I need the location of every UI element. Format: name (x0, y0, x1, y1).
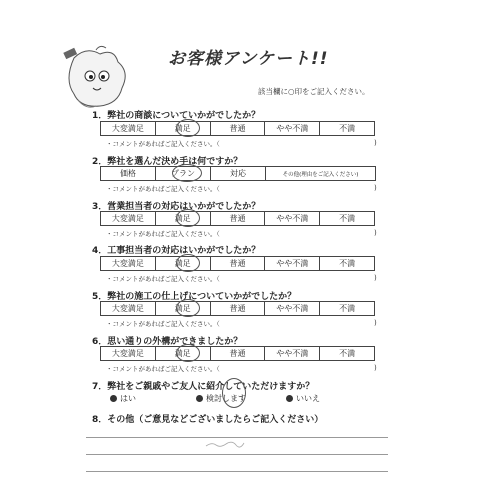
q3-handwritten-circle (176, 209, 200, 227)
q6-option-dissatisfied[interactable]: 不満 (320, 347, 375, 361)
q1-option-satisfied[interactable]: 満足 (155, 122, 210, 136)
q6-option-satisfied[interactable]: 満足 (155, 347, 210, 361)
q1-handwritten-circle (176, 119, 200, 137)
question-6: 6．思い通りの外構ができましたか？ (92, 337, 243, 347)
q4-option-satisfied[interactable]: 満足 (155, 257, 210, 271)
q5-option-dissatisfied[interactable]: 不満 (320, 302, 375, 316)
q7-choice-yes[interactable]: はい (110, 393, 136, 404)
survey-title: お客様アンケート!! (168, 49, 329, 69)
q5-option-somewhat-dissatisfied[interactable]: やや不満 (265, 302, 320, 316)
question-5: 5．弊社の施工の仕上げについていかがでしたか？ (92, 292, 297, 302)
q2-option-other[interactable]: その他(理由をご記入ください) (266, 167, 376, 181)
question-1: 1．弊社の商談についていかがでしたか？ (92, 111, 261, 121)
instruction-note: 該当欄に○印をご記入ください。 (258, 87, 370, 96)
question-2: 2．弊社を選んだ決め手は何ですか？ (92, 157, 243, 167)
q2-comment-prompt: ・コメントがあればご記入ください。（ (106, 185, 220, 193)
q4-option-somewhat-dissatisfied[interactable]: やや不満 (265, 257, 320, 271)
q3-option-very-satisfied[interactable]: 大変満足 (101, 212, 156, 226)
q2-option-service[interactable]: 対応 (211, 167, 266, 181)
q1-option-somewhat-dissatisfied[interactable]: やや不満 (265, 122, 320, 136)
q7-choice-no[interactable]: いいえ (286, 393, 320, 404)
q3-comment-close: ) (374, 229, 377, 237)
q6-comment-prompt: ・コメントがあればご記入ください。（ (106, 365, 220, 373)
question-3: 3．営業担当者の対応はいかがでしたか？ (92, 202, 261, 212)
q2-comment-close: ) (374, 184, 377, 192)
q5-comment-close: ) (374, 319, 377, 327)
q3-comment-prompt: ・コメントがあればご記入ください。（ (106, 230, 220, 238)
q1-option-very-satisfied[interactable]: 大変満足 (101, 122, 156, 136)
other-comments-line-2[interactable] (86, 454, 388, 455)
filled-circle-icon (196, 395, 203, 402)
question-5-options (100, 301, 375, 316)
q5-handwritten-circle (176, 299, 200, 317)
q6-option-neutral[interactable]: 普通 (210, 347, 265, 361)
q5-option-satisfied[interactable]: 満足 (155, 302, 210, 316)
q4-comment-prompt: ・コメントがあればご記入ください。（ (106, 275, 220, 283)
question-1-options (100, 121, 375, 136)
q6-handwritten-circle (176, 344, 200, 362)
q6-comment-close: ) (374, 364, 377, 372)
q2-option-plan[interactable]: プラン (156, 167, 211, 181)
q3-option-neutral[interactable]: 普通 (210, 212, 265, 226)
q2-option-price[interactable]: 価格 (101, 167, 156, 181)
question-8: 8．その他（ご意見などございましたらご記入ください） (92, 415, 324, 425)
question-6-options (100, 346, 375, 361)
q5-comment-prompt: ・コメントがあればご記入ください。（ (106, 320, 220, 328)
q3-option-satisfied[interactable]: 満足 (155, 212, 210, 226)
question-3-options (100, 211, 375, 226)
q2-handwritten-circle (172, 164, 202, 182)
q4-option-neutral[interactable]: 普通 (210, 257, 265, 271)
handwritten-scribble (204, 439, 246, 449)
q4-option-very-satisfied[interactable]: 大変満足 (101, 257, 156, 271)
mascot-illustration (60, 44, 132, 112)
q3-option-somewhat-dissatisfied[interactable]: やや不満 (265, 212, 320, 226)
other-comments-line-1[interactable] (86, 437, 388, 438)
question-7: 7．弊社をご親戚やご友人に紹介していただけますか？ (92, 382, 315, 392)
q4-handwritten-circle (176, 254, 200, 272)
filled-circle-icon (286, 395, 293, 402)
q5-option-neutral[interactable]: 普通 (210, 302, 265, 316)
filled-circle-icon (110, 395, 117, 402)
question-2-options (100, 166, 376, 181)
question-4: 4．工事担当者の対応はいかがでしたか？ (92, 246, 261, 256)
other-comments-line-3[interactable] (86, 471, 388, 472)
q1-option-dissatisfied[interactable]: 不満 (320, 122, 375, 136)
q7-choice-consider[interactable]: 検討します (196, 393, 246, 404)
q1-comment-close: ) (374, 139, 377, 147)
q5-option-very-satisfied[interactable]: 大変満足 (101, 302, 156, 316)
q3-option-dissatisfied[interactable]: 不満 (320, 212, 375, 226)
q4-option-dissatisfied[interactable]: 不満 (320, 257, 375, 271)
q1-comment-prompt: ・コメントがあればご記入ください。（ (106, 140, 220, 148)
q7-handwritten-circle (222, 378, 246, 408)
q6-option-somewhat-dissatisfied[interactable]: やや不満 (265, 347, 320, 361)
question-4-options (100, 256, 375, 271)
q4-comment-close: ) (374, 274, 377, 282)
q1-option-neutral[interactable]: 普通 (210, 122, 265, 136)
q6-option-very-satisfied[interactable]: 大変満足 (101, 347, 156, 361)
